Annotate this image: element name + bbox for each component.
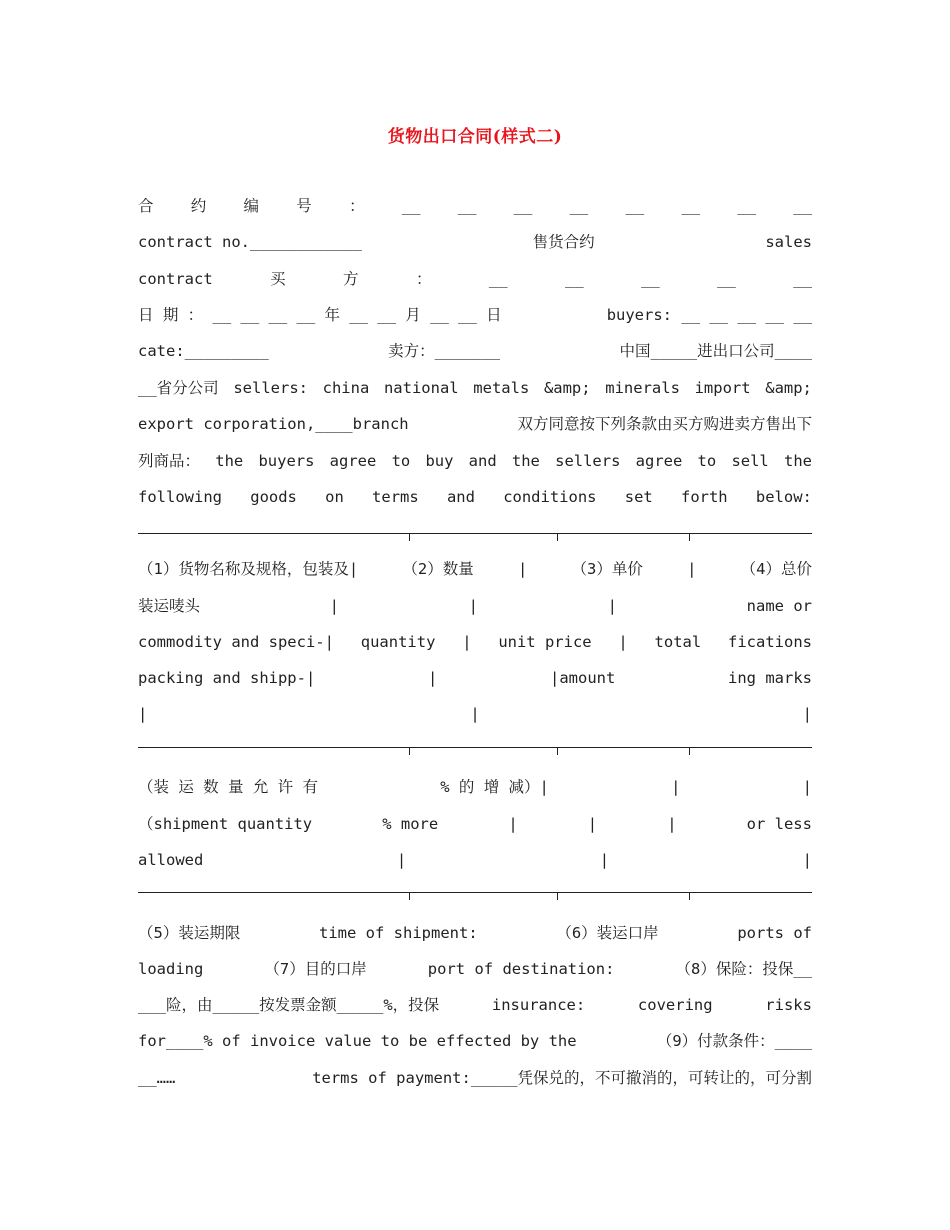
text-segment: and (446, 488, 475, 506)
text-line (138, 232, 812, 252)
text-line (138, 923, 812, 943)
text-line (138, 668, 812, 688)
text-segment: to (697, 452, 717, 470)
text-segment: &amp; (543, 379, 591, 397)
text-segment: conditions (503, 488, 597, 506)
text-segment: __ (564, 270, 584, 288)
text-segment: | (687, 560, 697, 578)
text-line (138, 305, 812, 325)
text-segment: | (138, 705, 148, 723)
text-segment: buyers (258, 452, 315, 470)
text-segment: packing and shipp-| (138, 669, 316, 687)
text-segment: sales (765, 233, 812, 251)
text-segment: （4）总价 (740, 560, 812, 578)
text-segment: __ (625, 197, 645, 215)
text-segment: ： (349, 197, 365, 215)
table-rule-tick (557, 747, 558, 755)
text-segment: ing marks (728, 669, 812, 687)
text-segment: （shipment quantity (138, 815, 313, 833)
text-line (138, 704, 812, 724)
table-rule-tick (557, 533, 558, 541)
text-segment: following (138, 488, 222, 506)
text-segment: insurance: (491, 996, 586, 1014)
text-segment: port of destination: (427, 960, 615, 978)
text-segment: | (470, 705, 480, 723)
text-segment: ： (415, 270, 432, 288)
text-line (138, 1031, 812, 1051)
text-segment: sellers (555, 452, 621, 470)
text-segment: china (322, 379, 370, 397)
table-rule-tick (689, 747, 690, 755)
table-rule-tick (689, 533, 690, 541)
text-segment: | (396, 851, 407, 869)
text-segment: |amount (550, 669, 616, 687)
text-segment: （9）付款条件：____ (656, 1032, 812, 1050)
text-segment: time of shipment: (319, 924, 478, 942)
text-line (138, 378, 812, 398)
text-segment: % more (382, 815, 439, 833)
text-segment: set (624, 488, 653, 506)
text-segment: and (468, 452, 497, 470)
text-segment: on (325, 488, 344, 506)
text-segment: （5）装运期限 (138, 924, 241, 942)
text-segment: loading (138, 960, 204, 978)
text-segment: __ (401, 197, 421, 215)
text-segment: __ (793, 270, 812, 288)
text-segment: __省分公司 (138, 379, 219, 397)
text-segment: agree (635, 452, 683, 470)
text-segment: or less (746, 815, 812, 833)
text-segment: 售货合约 (532, 233, 595, 251)
text-line (138, 995, 812, 1015)
text-segment: （7）目的口岸 (264, 960, 367, 978)
text-segment: __…… (138, 1069, 176, 1087)
text-segment: the (215, 452, 244, 470)
text-line (138, 451, 812, 471)
text-segment: （1）货物名称及规格，包装及| (138, 560, 359, 578)
text-segment: the (511, 452, 540, 470)
text-line (138, 959, 812, 979)
text-line (138, 559, 812, 579)
text-segment: __ (457, 197, 477, 215)
table-rule (138, 892, 812, 893)
text-segment: &amp; (765, 379, 812, 397)
text-segment: 列商品： (138, 452, 201, 470)
text-segment: （2）数量 (402, 560, 474, 578)
table-rule-tick (409, 747, 410, 755)
text-segment: （3）单价 (571, 560, 643, 578)
text-segment: cate:_________ (138, 342, 269, 360)
text-segment: | (802, 778, 812, 796)
text-segment: sell (731, 452, 769, 470)
text-segment: | (599, 851, 610, 869)
text-line (138, 196, 812, 216)
text-segment: （装 运 数 量 允 许 有 (138, 778, 318, 796)
text-line (138, 850, 812, 870)
text-segment: import (694, 379, 751, 397)
text-segment: __ (569, 197, 589, 215)
text-segment: the (783, 452, 812, 470)
text-segment: 号 (296, 197, 312, 215)
text-segment: unit price (498, 633, 592, 651)
text-segment: below: (755, 488, 812, 506)
table-rule-tick (689, 892, 690, 900)
text-segment: terms of payment:_____凭保兑的，不可撤消的，可转让的，可分割 (312, 1069, 812, 1087)
text-segment: allowed (138, 851, 204, 869)
text-segment: % 的 增 减）| (440, 778, 549, 796)
text-segment: 日 期 ： __ __ __ __ 年 __ __ 月 __ __ 日 (138, 306, 502, 324)
text-segment: __ (717, 270, 736, 288)
text-segment: sellers: (233, 379, 308, 397)
text-segment: ports of (737, 924, 812, 942)
text-segment: __ (641, 270, 660, 288)
text-segment: quantity (360, 633, 436, 651)
text-segment: contract (138, 270, 213, 288)
text-segment: commodity and speci-| (138, 633, 334, 651)
text-segment: 装运唛头 (138, 597, 201, 615)
text-line (138, 269, 812, 289)
text-segment: 双方同意按下列条款由买方购进卖方售出下 (517, 415, 812, 433)
text-segment: contract no.____________ (138, 233, 362, 251)
text-segment: 卖方：_______ (388, 342, 500, 360)
text-segment: to (391, 452, 411, 470)
text-segment: | (802, 705, 812, 723)
text-segment: | (462, 633, 472, 651)
text-segment: goods (250, 488, 297, 506)
text-segment: 约 (190, 197, 207, 215)
text-segment: | (802, 851, 812, 869)
table-rule (138, 533, 812, 534)
text-segment: __ (737, 197, 757, 215)
text-segment: | (671, 778, 681, 796)
text-segment: （6）装运口岸 (556, 924, 659, 942)
text-segment: 买 (270, 270, 286, 288)
table-rule-tick (409, 533, 410, 541)
text-segment: 合 (138, 197, 154, 215)
text-segment: 编 (243, 197, 260, 215)
text-segment: __ (513, 197, 533, 215)
text-segment: agree (329, 452, 377, 470)
table-rule-tick (409, 892, 410, 900)
text-line (138, 632, 812, 652)
text-line (138, 1068, 812, 1088)
text-segment: | (427, 669, 438, 687)
text-line (138, 341, 812, 361)
text-segment: | (508, 815, 518, 833)
table-rule (138, 747, 812, 748)
text-segment: __ (681, 197, 701, 215)
text-segment: risks (765, 996, 812, 1014)
text-segment: 方 (343, 270, 359, 288)
text-segment: __ (488, 270, 508, 288)
text-segment: __ (793, 197, 812, 215)
text-line (138, 814, 812, 834)
text-segment: forth (680, 488, 728, 506)
text-segment: 中国_____进出口公司____ (619, 342, 812, 360)
text-line (138, 487, 812, 507)
text-segment: | (468, 597, 479, 615)
text-segment: terms (372, 488, 419, 506)
text-segment: buy (425, 452, 454, 470)
text-line (138, 777, 812, 797)
text-segment: covering (637, 996, 713, 1014)
text-segment: name or (746, 597, 812, 615)
table-rule-tick (557, 892, 558, 900)
text-segment: | (517, 560, 528, 578)
text-segment: | (667, 815, 677, 833)
text-line (138, 414, 812, 434)
text-segment: metals (473, 379, 530, 397)
text-segment: | (329, 597, 340, 615)
text-segment: for____% of invoice value to be effected by the (138, 1032, 577, 1050)
text-segment: | (618, 633, 628, 651)
text-segment: （8）保险：投保__ (675, 960, 812, 978)
text-segment: total (654, 633, 702, 651)
text-segment: | (607, 597, 618, 615)
text-segment: buyers: __ __ __ __ __ (606, 306, 812, 324)
text-segment: fications (728, 633, 812, 651)
text-segment: ___险，由_____按发票金额_____%，投保 (138, 996, 440, 1014)
document-title: 货物出口合同(样式二) (387, 127, 563, 147)
text-segment: export corporation,____branch (138, 415, 409, 433)
text-segment: | (587, 815, 598, 833)
text-segment: national (383, 379, 459, 397)
text-segment: minerals (605, 379, 680, 397)
text-line (138, 596, 812, 616)
